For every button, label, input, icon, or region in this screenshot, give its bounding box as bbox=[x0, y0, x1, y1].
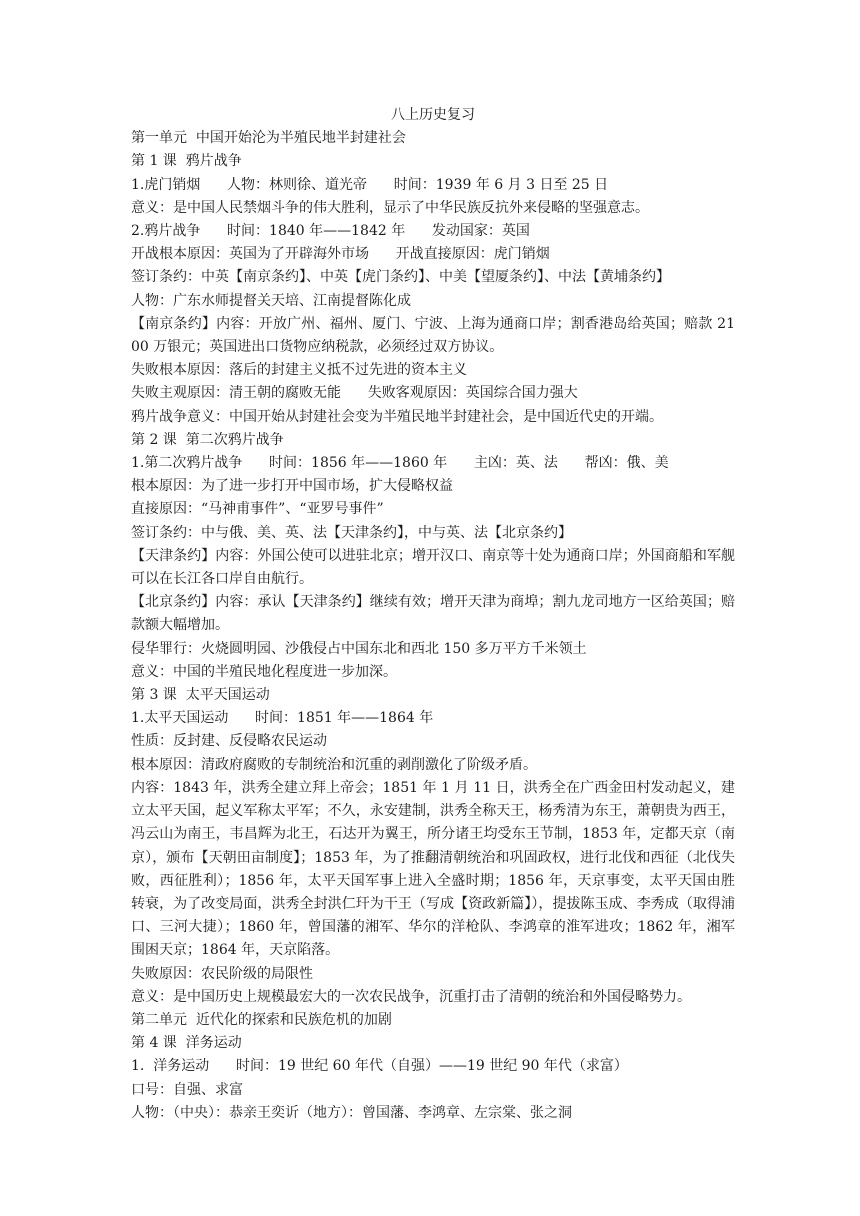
document-body bbox=[131, 127, 735, 1125]
text-line: 人物：（中央）：恭亲王奕䜣（地方）：曾国藩、李鸿章、左宗棠、张之洞 bbox=[131, 1104, 572, 1121]
text-line: 失败主观原因：清王朝的腐败无能 失败客观原因：英国综合国力强大 bbox=[131, 385, 578, 402]
text-line: 第 2 课 第二次鸦片战争 bbox=[131, 431, 284, 448]
text-line: 【北京条约】内容：承认【天津条约】继续有效；增开天津为商埠；割九龙司地方一区给英国；赔款额大幅增加。 bbox=[131, 594, 735, 634]
text-line: 2.鸦片战争 时间：1840 年——1842 年 发动国家：英国 bbox=[131, 223, 530, 240]
text-line: 签订条约：中与俄、美、英、法【天津条约】，中与英、法【北京条约】 bbox=[131, 524, 572, 541]
text-line: 内容：1843 年，洪秀全建立拜上帝会；1851 年 1 月 11 日，洪秀全在广西金田村发动起义，建立太平天国，起义军称太平军；不久，永安建制，洪秀全称天王，杨秀清为东王，萧朝贵为西王，冯云山为南王，韦昌辉为北王，石达开为翼王，所分诸王均受东王节制，1853 年，定都天京（南京），颁布【天朝田亩制度】；1853 年，为了推翻清朝统治和巩固政权，进行北伐和西征（北伐失败，西征胜利）；1856 年，太平天国军事上进入全盛时期；1856 年，天京事变，太平天国由胜转衰，为了改变局面，洪秀全封洪仁玕为干王（写成【资政新篇】），提拔陈玉成、李秀成（取得浦口、三河大捷）；1860 年，曾国藩的湘军、华尔的洋枪队、李鸿章的淮军进攻；1862 年，湘军围困天京；1864 年，天京陷落。 bbox=[131, 779, 735, 959]
document-page bbox=[131, 104, 735, 1125]
text-line: 【天津条约】内容：外国公使可以进驻北京；增开汉口、南京等十处为通商口岸；外国商船和军舰可以在长江各口岸自由航行。 bbox=[131, 547, 735, 588]
text-line: 意义：中国的半殖民地化程度进一步加深。 bbox=[131, 663, 397, 680]
text-line: 开战根本原因：英国为了开辟海外市场 开战直接原因：虎门销烟 bbox=[131, 246, 550, 263]
text-line: 1. 洋务运动 时间：19 世纪 60 年代（自强）——19 世纪 90 年代（求富） bbox=[131, 1058, 628, 1075]
text-line: 口号：自强、求富 bbox=[131, 1081, 243, 1098]
text-line: 1.太平天国运动 时间：1851 年——1864 年 bbox=[131, 710, 434, 727]
text-line: 性质：反封建、反侵略农民运动 bbox=[131, 733, 327, 750]
text-line: 根本原因：清政府腐败的专制统治和沉重的剥削激化了阶级矛盾。 bbox=[131, 756, 537, 773]
text-line: 第 4 课 洋务运动 bbox=[131, 1035, 242, 1052]
text-line: 签订条约：中英【南京条约】、中英【虎门条约】、中美【望厦条约】、中法【黄埔条约】 bbox=[131, 269, 670, 286]
text-line: 侵华罪行：火烧圆明园、沙俄侵占中国东北和西北 150 多万平方千米领土 bbox=[131, 640, 587, 657]
text-line: 【南京条约】内容：开放广州、福州、厦门、宁波、上海为通商口岸；割香港岛给英国；赔款 2100 万银元；英国进出口货物应纳税款，必须经过双方协议。 bbox=[131, 315, 735, 356]
document-title: 八上历史复习 bbox=[391, 107, 475, 123]
text-line: 第二单元 近代化的探索和民族危机的加剧 bbox=[131, 1011, 392, 1028]
text-line: 根本原因：为了进一步打开中国市场，扩大侵略权益 bbox=[131, 478, 453, 495]
text-line: 1.虎门销烟 人物：林则徐、道光帝 时间：1939 年 6 月 3 日至 25 日 bbox=[131, 176, 609, 193]
text-line: 第 1 课 鸦片战争 bbox=[131, 153, 242, 170]
text-line: 第 3 课 太平天国运动 bbox=[131, 687, 270, 704]
text-line: 意义：是中国历史上规模最宏大的一次农民战争，沉重打击了清朝的统治和外国侵略势力。 bbox=[131, 988, 691, 1005]
text-line: 直接原因：“马神甫事件”、“亚罗号事件” bbox=[131, 501, 384, 518]
text-line: 意义：是中国人民禁烟斗争的伟大胜利，显示了中华民族反抗外来侵略的坚强意志。 bbox=[131, 199, 649, 216]
text-line: 失败原因：农民阶级的局限性 bbox=[131, 965, 313, 982]
text-line: 人物：广东水师提督关天培、江南提督陈化成 bbox=[131, 292, 411, 309]
text-line: 鸦片战争意义：中国开始从封建社会变为半殖民地半封建社会，是中国近代史的开端。 bbox=[131, 408, 663, 425]
text-line: 失败根本原因：落后的封建主义抵不过先进的资本主义 bbox=[131, 362, 467, 379]
text-line: 第一单元 中国开始沦为半殖民地半封建社会 bbox=[131, 130, 406, 147]
text-line: 1.第二次鸦片战争 时间：1856 年——1860 年 主凶：英、法 帮凶：俄、美 bbox=[131, 455, 669, 472]
